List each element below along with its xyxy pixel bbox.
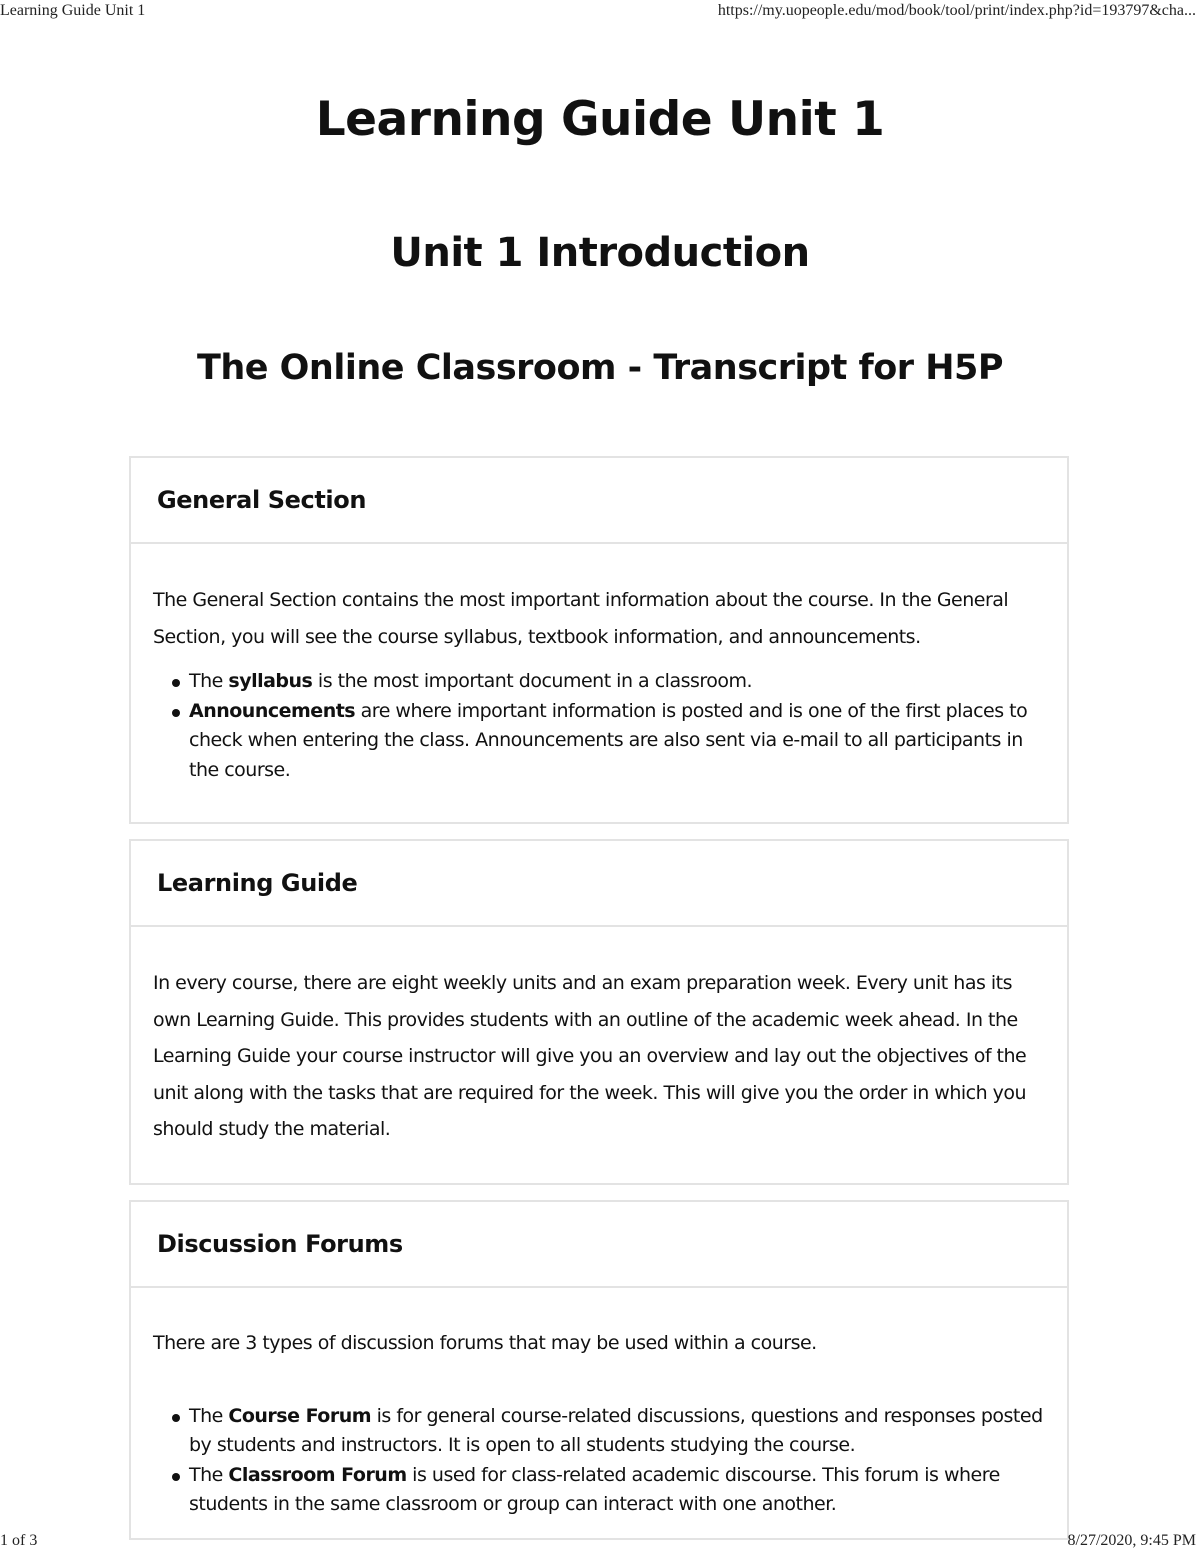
card-heading: Learning Guide <box>131 841 1067 927</box>
list-item <box>189 1402 1045 1461</box>
bullet-bold-term: Course Forum <box>228 1404 372 1427</box>
bullet-text: The <box>189 670 229 692</box>
print-header-title: Learning Guide Unit 1 <box>0 2 146 19</box>
bullet-list <box>153 667 1045 785</box>
card-body <box>131 1288 1067 1520</box>
card-heading: Discussion Forums <box>131 1202 1067 1288</box>
card-body <box>131 544 1067 785</box>
page-counter: 1 of 3 <box>0 1532 38 1549</box>
bullet-text: The <box>189 1463 229 1486</box>
card-paragraph: The General Section contains the most important information about the course. In the General Section, you will see the course syllabus, textbook information, and announcements. <box>153 589 1009 648</box>
list-item <box>189 1461 1045 1520</box>
general-section-card <box>129 456 1069 824</box>
bullet-bold-term: Announcements <box>189 699 356 722</box>
print-footer <box>0 1532 1200 1554</box>
print-header <box>0 2 1200 24</box>
card-body <box>131 927 1067 1148</box>
bullet-text: is for general course-related discussions, questions and responses posted by students and instructors. It is open to all students studying the course. <box>189 1404 1043 1456</box>
book-title: Learning Guide Unit 1 <box>315 92 885 147</box>
bullet-text: is used for class-related academic discourse. This forum is where students in the same classroom or group can interact with one another. <box>189 1463 1000 1515</box>
card-paragraph: There are 3 types of discussion forums that may be used within a course. <box>153 1332 817 1354</box>
bullet-bold-term: Classroom Forum <box>228 1463 407 1486</box>
list-item <box>189 667 1045 697</box>
card-heading: General Section <box>131 458 1067 544</box>
bullet-bold-term: syllabus <box>228 670 313 692</box>
bullet-list <box>153 1402 1045 1520</box>
print-header-url: https://my.uopeople.edu/mod/book/tool/print/index.php?id=193797&cha... <box>717 2 1196 19</box>
learning-guide-card <box>129 839 1069 1185</box>
bullet-text: The <box>189 1404 229 1427</box>
bullet-text: is the most important document in a classroom. <box>312 670 753 692</box>
card-paragraph: In every course, there are eight weekly units and an exam preparation week. Every unit has its own Learning Guide. This provides students with an outline of the academic week ahead. In the Learning Guide your course instructor will give you an overview and lay out the objectives of the unit along with the tasks that are required for the week. This will give you the order in which you should study the material. <box>153 972 1027 1140</box>
list-item <box>189 697 1045 786</box>
chapter-title: Unit 1 Introduction <box>390 230 810 276</box>
section-title: The Online Classroom - Transcript for H5P <box>196 348 1004 388</box>
print-datetime: 8/27/2020, 9:45 PM <box>1067 1532 1196 1549</box>
bullet-text: are where important information is posted and is one of the first places to check when entering the class. Announcements are also sent via e-mail to all participants in the course. <box>189 699 1028 781</box>
discussion-forums-card <box>129 1200 1069 1540</box>
